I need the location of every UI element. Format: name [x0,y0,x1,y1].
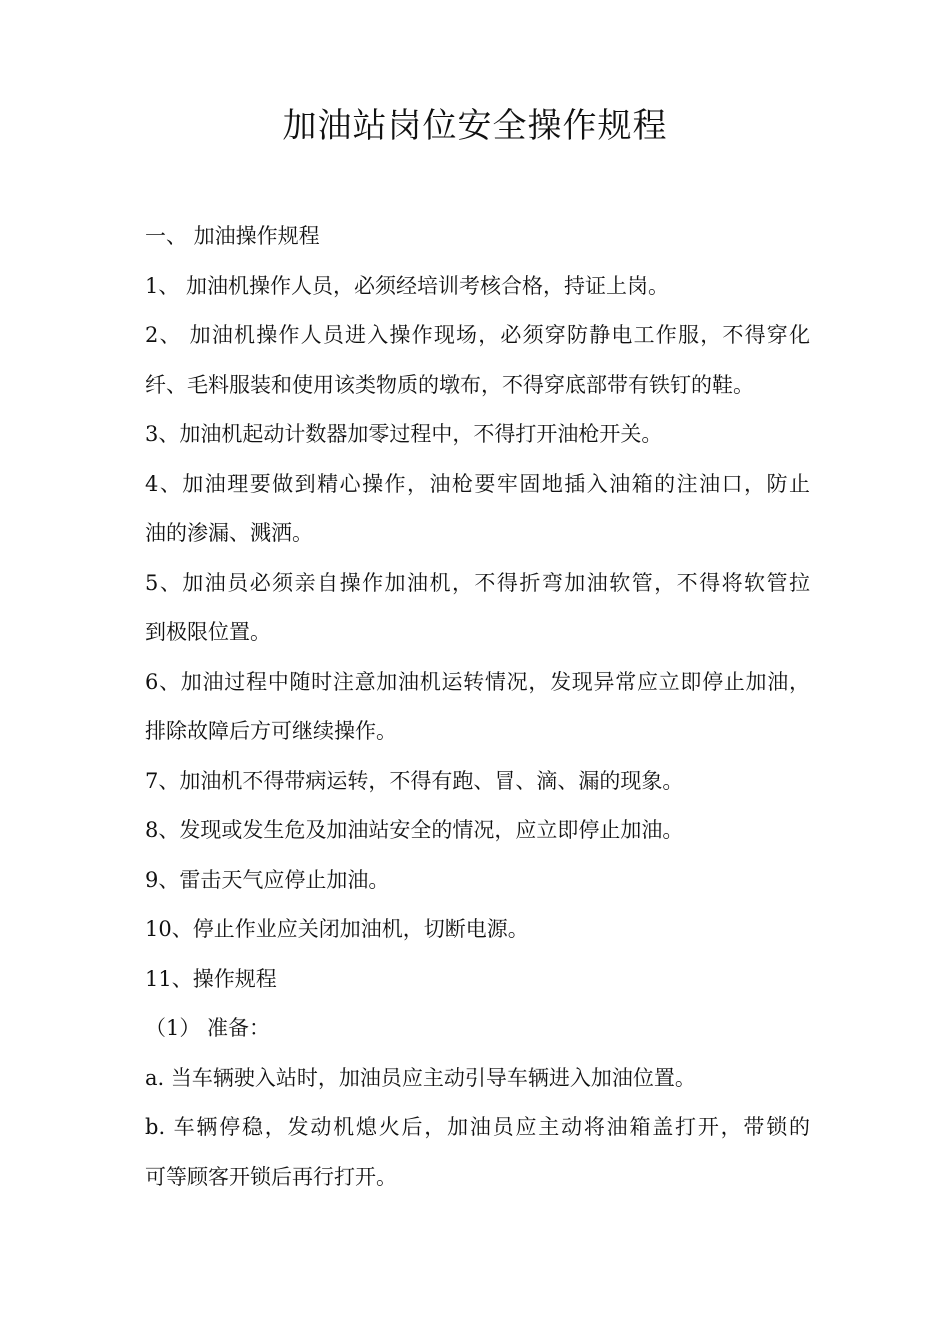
section-heading: 一、 加油操作规程 [145,224,320,248]
paragraph-line: 3、加油机起动计数器加零过程中，不得打开油枪开关。 [145,422,663,446]
paragraph-line: 10、停止作业应关闭加油机，切断电源。 [145,917,529,941]
paragraph-line: 排除故障后方可继续操作。 [145,719,397,743]
paragraph-line: 可等顾客开锁后再行打开。 [145,1164,397,1189]
paragraph-line: 到极限位置。 [145,620,271,644]
subsection-heading: （1） 准备： [145,1016,271,1040]
paragraph-line: 4、加油理要做到精心操作，油枪要牢固地插入油箱的注油口，防止 [145,471,810,496]
paragraph-line: 5、加油员必须亲自操作加油机，不得折弯加油软管，不得将软管拉 [145,570,810,595]
paragraph-line: 11、操作规程 [145,966,277,991]
paragraph-line: 7、加油机不得带病运转，不得有跑、冒、滴、漏的现象。 [145,768,684,793]
paragraph-line: 2、 加油机操作人员进入操作现场，必须穿防静电工作服，不得穿化 [145,323,810,347]
paragraph-line: 纤、毛料服装和使用该类物质的墩布，不得穿底部带有铁钉的鞋。 [145,372,754,397]
document-title: 加油站岗位安全操作规程 [282,106,668,146]
paragraph-line: b. 车辆停稳，发动机熄火后，加油员应主动将油箱盖打开，带锁的 [145,1115,810,1139]
paragraph-line: 8、发现或发生危及加油站安全的情况，应立即停止加油。 [145,818,684,842]
document-body [145,212,810,1202]
paragraph-line: 1、 加油机操作人员，必须经培训考核合格，持证上岗。 [145,273,670,298]
paragraph-line: 6、加油过程中随时注意加油机运转情况，发现异常应立即停止加油， [145,669,810,694]
paragraph-line: 油的渗漏、溅洒。 [145,521,313,545]
paragraph-line: a. 当车辆驶入站时，加油员应主动引导车辆进入加油位置。 [145,1065,696,1090]
paragraph-line: 9、雷击天气应停止加油。 [145,867,390,892]
